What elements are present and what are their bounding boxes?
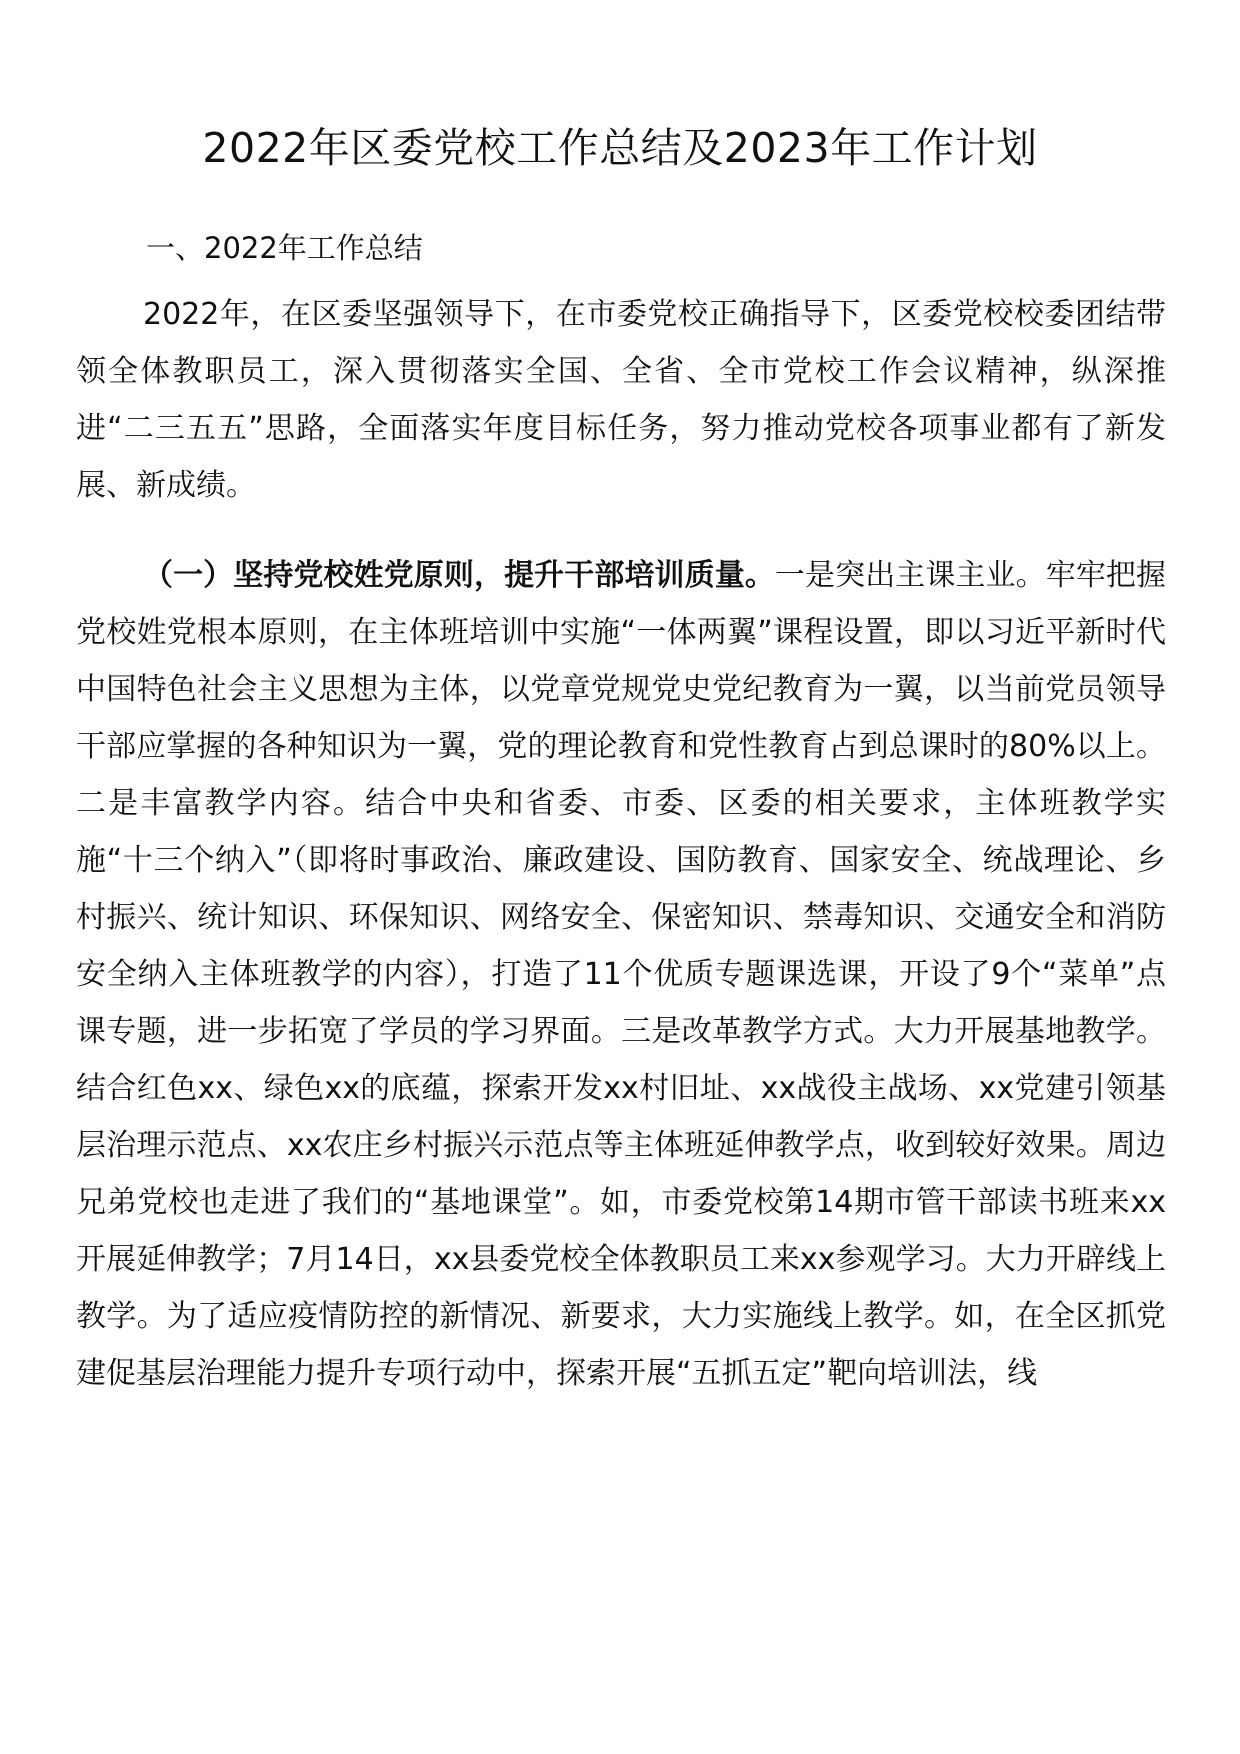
document-title: 2022年区委党校工作总结及2023年工作计划 xyxy=(202,124,1038,172)
subsection-heading-training: （一）坚持党校姓党原则，提升干部培训质量。 xyxy=(143,558,775,593)
training-quality-paragraph xyxy=(76,547,1166,1402)
section-heading-summary: 一、2022年工作总结 xyxy=(146,231,423,265)
intro-paragraph: 2022年，在区委坚强领导下，在市委党校正确指导下，区委党校校委团结带领全体教职员工，深入贯彻落实全国、全省、全市党校工作会议精神，纵深推进“二三五五”思路，全面落实年度目标任务，努力推动党校各项事业都有了新发展、新成绩。 xyxy=(76,297,1166,503)
training-quality-body: 一是突出主课主业。牢牢把握党校姓党根本原则，在主体班培训中实施“一体两翼”课程设置，即以习近平新时代中国特色社会主义思想为主体，以党章党规党史党纪教育为一翼，以当前党员领导干部应掌握的各种知识为一翼，党的理论教育和党性教育占到总课时的80%以上。二是丰富教学内容。结合中央和省委、市委、区委的相关要求，主体班教学实施“十三个纳入”（即将时事政治、廉政建设、国防教育、国家安全、统战理论、乡村振兴、统计知识、环保知识、网络安全、保密知识、禁毒知识、交通安全和消防安全纳入主体班教学的内容），打造了11个优质专题课选课，开设了9个“菜单”点课专题，进一步拓宽了学员的学习界面。三是改革教学方式。大力开展基地教学。结合红色xx、绿色xx的底蕴，探索开发xx村旧址、xx战役主战场、xx党建引领基层治理示范点、xx农庄乡村振兴示范点等主体班延伸教学点，收到较好效果。周边兄弟党校也走进了我们的“基地课堂”。如，市委党校第14期市管干部读书班来xx开展延伸教学；7月14日，xx县委党校全体教职员工来xx参观学习。大力开辟线上教学。为了适应疫情防控的新情况、新要求，大力实施线上教学。如，在全区抓党建促基层治理能力提升专项行动中，探索开展“五抓五定”靶向培训法，线 xyxy=(76,558,1167,1391)
